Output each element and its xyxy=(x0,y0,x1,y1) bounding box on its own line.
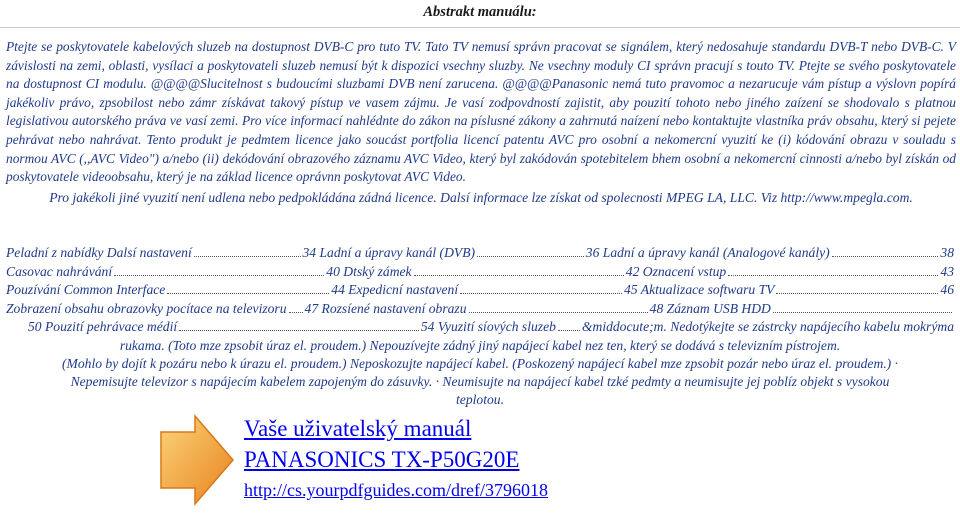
toc-entry[interactable]: Pouzívání Common Interface xyxy=(6,282,166,297)
toc-leader xyxy=(728,275,938,276)
safety-line: Nepemisujte televizor s napájecím kabelem zapojeným do zásuvky. · Neumisujte na napájecí kabel tzké pedmty a neumisujte jej poblíz objekt s vysokou xyxy=(70,374,890,390)
toc-entry[interactable]: 44 Expedicní nastavení xyxy=(331,282,459,297)
toc-entry: &middocute;m. Nedotýkejte se zástrcky napájecího kabelu mokrýma xyxy=(581,319,954,334)
toc-entry[interactable]: 47 Rozsíené nastavení obrazu xyxy=(304,300,467,316)
toc-row xyxy=(6,244,954,263)
toc-leader xyxy=(194,256,301,257)
toc-leader xyxy=(114,275,324,276)
manual-model-link[interactable]: PANASONICS TX-P50G20E xyxy=(244,447,520,472)
toc-leader xyxy=(558,330,580,331)
toc-leader xyxy=(414,275,624,276)
safety-line: teplotou. xyxy=(456,392,504,408)
abstract-content xyxy=(6,38,956,206)
toc-entry[interactable]: Casovac nahrávání xyxy=(6,263,113,279)
toc-leader xyxy=(179,330,419,331)
toc-entry[interactable]: 34 Ladní a úpravy kanál (DVB) xyxy=(302,245,476,260)
header-bar xyxy=(0,0,960,28)
toc-leader xyxy=(477,256,584,257)
toc-entry[interactable]: 42 Oznacení vstup xyxy=(625,263,727,279)
toc-entry[interactable]: 48 Záznam USB HDD xyxy=(649,300,771,316)
toc-leader xyxy=(289,312,303,313)
toc-leader xyxy=(469,312,648,313)
toc-leader xyxy=(167,293,329,294)
toc-leader xyxy=(460,293,622,294)
toc-row xyxy=(6,263,954,282)
toc-entry[interactable]: 40 Dtský zámek xyxy=(326,263,412,279)
toc-leader xyxy=(773,312,952,313)
toc-entry[interactable]: 45 Aktualizace softwaru TV xyxy=(624,282,775,297)
toc-leader xyxy=(776,293,938,294)
safety-text xyxy=(6,337,954,410)
toc-leader xyxy=(832,256,939,257)
toc-entry[interactable]: 54 Vyuzití síových sluzeb xyxy=(420,319,556,334)
license-paragraph: Pro jakékoli jiné vyuzití není udlena nebo pedpokládána zádná licence. Dalsí informace lze získat od spolecnosti MPEG LA, LLC. Viz http://www.mpegla.com. xyxy=(49,189,913,205)
manual-promo xyxy=(155,410,615,510)
toc-row xyxy=(6,281,954,300)
abstract-paragraph: Ptejte se poskytovatele kabelových sluzeb na dostupnost DVB-C pro tuto TV. Tato TV nemusí správn pracovat se signálem, který nedosahuje standardu DVB-T nebo DVB-C. V závislosti na zemi, oblasti, vysílaci a poskytovateli sluzeb nemusí být k dispozici vsechny sluzby. Ne vsechny moduly CI správn pracují s touto TV. Ptejte se svého poskytovatele na dostupnost CI modulu. @@@@Slucitelnost s budoucími sluzbami DVB není zarucena. @@@@Panasonic nemá tuto pravomoc a nezarucuje vám pístup a výslovn popírá jakékoliv právo, zpsobilost nebo zámr získávat takový pístup ve vasem zájmu. Je vasí zodpovdností zajistit, aby pouzití tohoto nebo jiného zaízení se shodovalo s platnou legislativou autorského práva ve vasí zemi. Pro více informací nahlédnte do zákon na píslusné zákony a zahrnutá naízení nebo kontaktujte vlastníka práv obsahu, který si pejete pehrávat nebo nahrávat. Tento produkt je pedmtem licence jako soucást portfolia licencí patentu AVC pro osobní a nekomercní vyuzití ke (i) kódování obrazu v souladu s normou AVC (,,AVC Video") a/nebo (ii) dekódování obrazového záznamu AVC Video, který byl zakódován spotebitelem bhem osobní a nekomercní cinnosti a/nebo byl získán od poskytovatele videoobsahu, který je na základ licence oprávnn poskytovat AVC Video. xyxy=(6,39,956,185)
manual-url-link[interactable]: http://cs.yourpdfguides.com/dref/3796018 xyxy=(244,480,548,500)
manual-title-link[interactable]: Vaše uživatelský manuál xyxy=(244,416,472,441)
safety-line: (Mohlo by dojít k pozáru nebo k úrazu el. proudem.) Neposkozujte napájecí kabel. (Poskozený napájecí kabel mze zpsobit pozár nebo úraz el. proudem.) · xyxy=(62,355,898,371)
toc-page-number[interactable]: 46 xyxy=(940,282,954,297)
toc-row xyxy=(6,300,954,319)
table-of-contents xyxy=(6,244,954,410)
page-title: Abstrakt manuálu: xyxy=(423,4,537,20)
toc-page-number[interactable]: 43 xyxy=(940,263,954,279)
toc-row xyxy=(6,318,954,337)
toc-entry[interactable]: Peladní z nabídky Dalsí nastavení xyxy=(6,245,192,260)
toc-entry[interactable]: Zobrazení obsahu obrazovky pocítace na televizoru xyxy=(6,300,287,316)
toc-entry[interactable]: 36 Ladní a úpravy kanál (Analogové kanály) xyxy=(585,245,830,260)
toc-page-number[interactable]: 38 xyxy=(940,245,954,260)
arrow-right-icon xyxy=(155,412,237,508)
safety-line: rukama. (Toto mze zpsobit úraz el. proudem.) Nepouzívejte zádný jiný napájecí kabel nez ten, který se dodává s televizním pístrojem. xyxy=(119,337,841,353)
toc-entry[interactable]: 50 Pouzití pehrávace médií xyxy=(28,319,178,334)
